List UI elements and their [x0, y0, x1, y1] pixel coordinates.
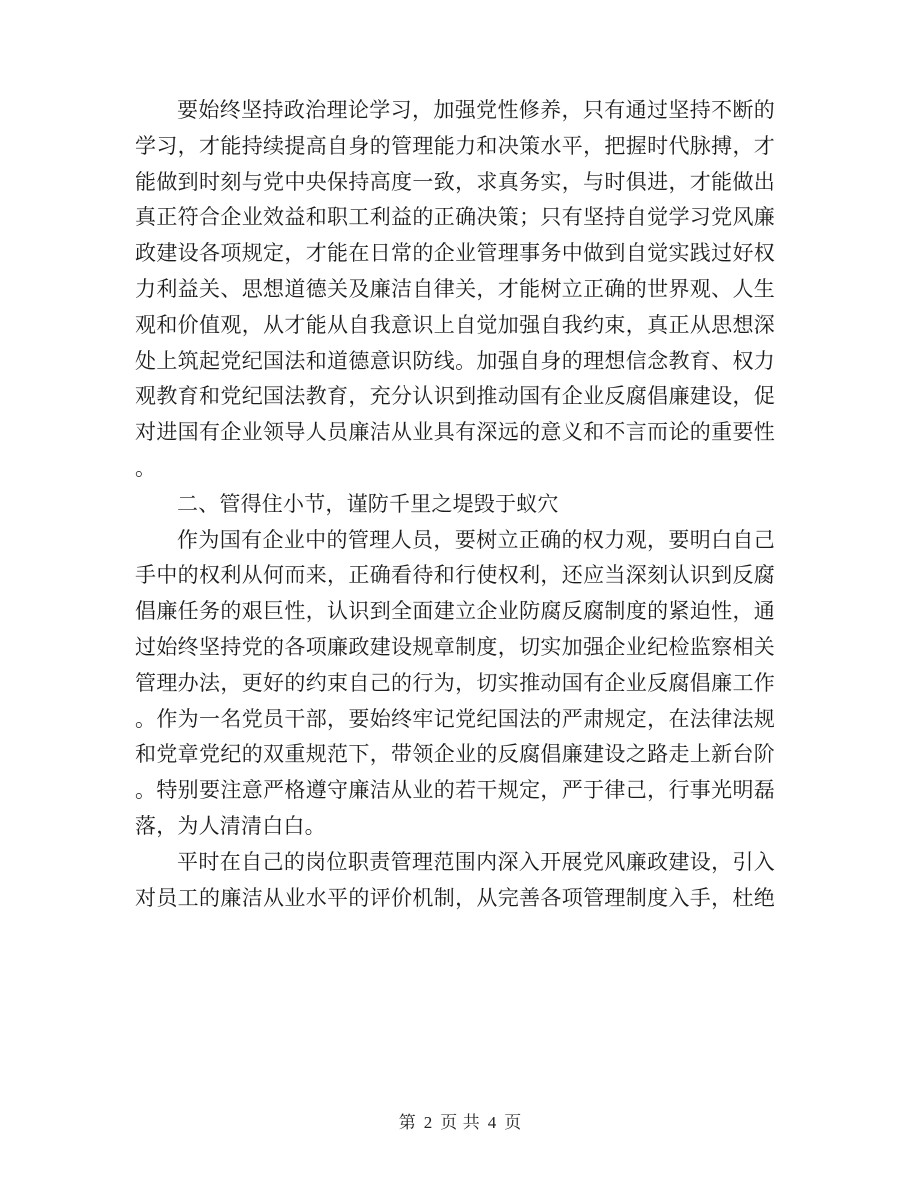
current-page-number: 2 — [423, 1113, 433, 1132]
text-line: 倡廉任务的艰巨性，认识到全面建立企业防腐反腐制度的紧迫性，通 — [135, 599, 775, 624]
text-line: 要始终坚持政治理论学习，加强党性修养，只有通过坚持不断的 — [177, 98, 775, 122]
document-body — [135, 93, 775, 916]
total-page-count: 4 — [487, 1113, 497, 1132]
text-line: 对员工的廉洁从业水平的评价机制，从完善各项管理制度入手，杜绝 — [135, 885, 775, 910]
text-line: 力利益关、思想道德关及廉洁自律关，才能树立正确的世界观、人生 — [135, 276, 775, 301]
text-line: 真正符合企业效益和职工利益的正确决策；只有坚持自觉学习党风廉 — [135, 205, 775, 230]
section-heading: 二、管得住小节，谨防千里之堤毁于蚁穴 — [177, 491, 559, 516]
text-line: 平时在自己的岗位职责管理范围内深入开展党风廉政建设，引入 — [177, 849, 775, 874]
footer-suffix: 页 — [504, 1113, 522, 1133]
footer-middle: 页 共 — [440, 1113, 480, 1133]
text-line: 管理办法，更好的约束自己的行为，切实推动国有企业反腐倡廉工作 — [135, 670, 775, 695]
text-line: 手中的权利从何而来，正确看待和行使权利，还应当深刻认识到反腐 — [135, 563, 775, 588]
text-line: 作为国有企业中的管理人员，要树立正确的权力观，要明白自己 — [177, 527, 775, 552]
text-line: 落，为人清清白白。 — [135, 813, 326, 838]
text-line: 学习，才能持续提高自身的管理能力和决策水平，把握时代脉搏，才 — [135, 133, 775, 158]
text-line: 和党章党纪的双重规范下，带领企业的反腐倡廉建设之路走上新台阶 — [135, 742, 775, 767]
text-line: 。 — [135, 455, 157, 480]
text-line: 观和价值观，从才能从自我意识上自觉加强自我约束，真正从思想深 — [135, 312, 775, 337]
text-line: 。特别要注意严格遵守廉洁从业的若干规定，严于律己，行事光明磊 — [135, 778, 775, 803]
text-line: 能做到时刻与党中央保持高度一致，求真务实，与时俱进，才能做出 — [135, 169, 775, 194]
text-line: 过始终坚持党的各项廉政建设规章制度，切实加强企业纪检监察相关 — [135, 634, 775, 659]
text-line: 对进国有企业领导人员廉洁从业具有深远的意义和不言而论的重要性 — [135, 420, 775, 445]
footer-prefix: 第 — [398, 1113, 416, 1133]
text-line: 处上筑起党纪国法和道德意识防线。加强自身的理想信念教育、权力 — [135, 348, 775, 373]
page-footer — [0, 1111, 920, 1135]
text-line: 政建设各项规定，才能在日常的企业管理事务中做到自觉实践过好权 — [135, 241, 775, 266]
text-line: 观教育和党纪国法教育，充分认识到推动国有企业反腐倡廉建设，促 — [135, 384, 775, 409]
text-line: 。作为一名党员干部，要始终牢记党纪国法的严肃规定，在法律法规 — [135, 706, 775, 731]
